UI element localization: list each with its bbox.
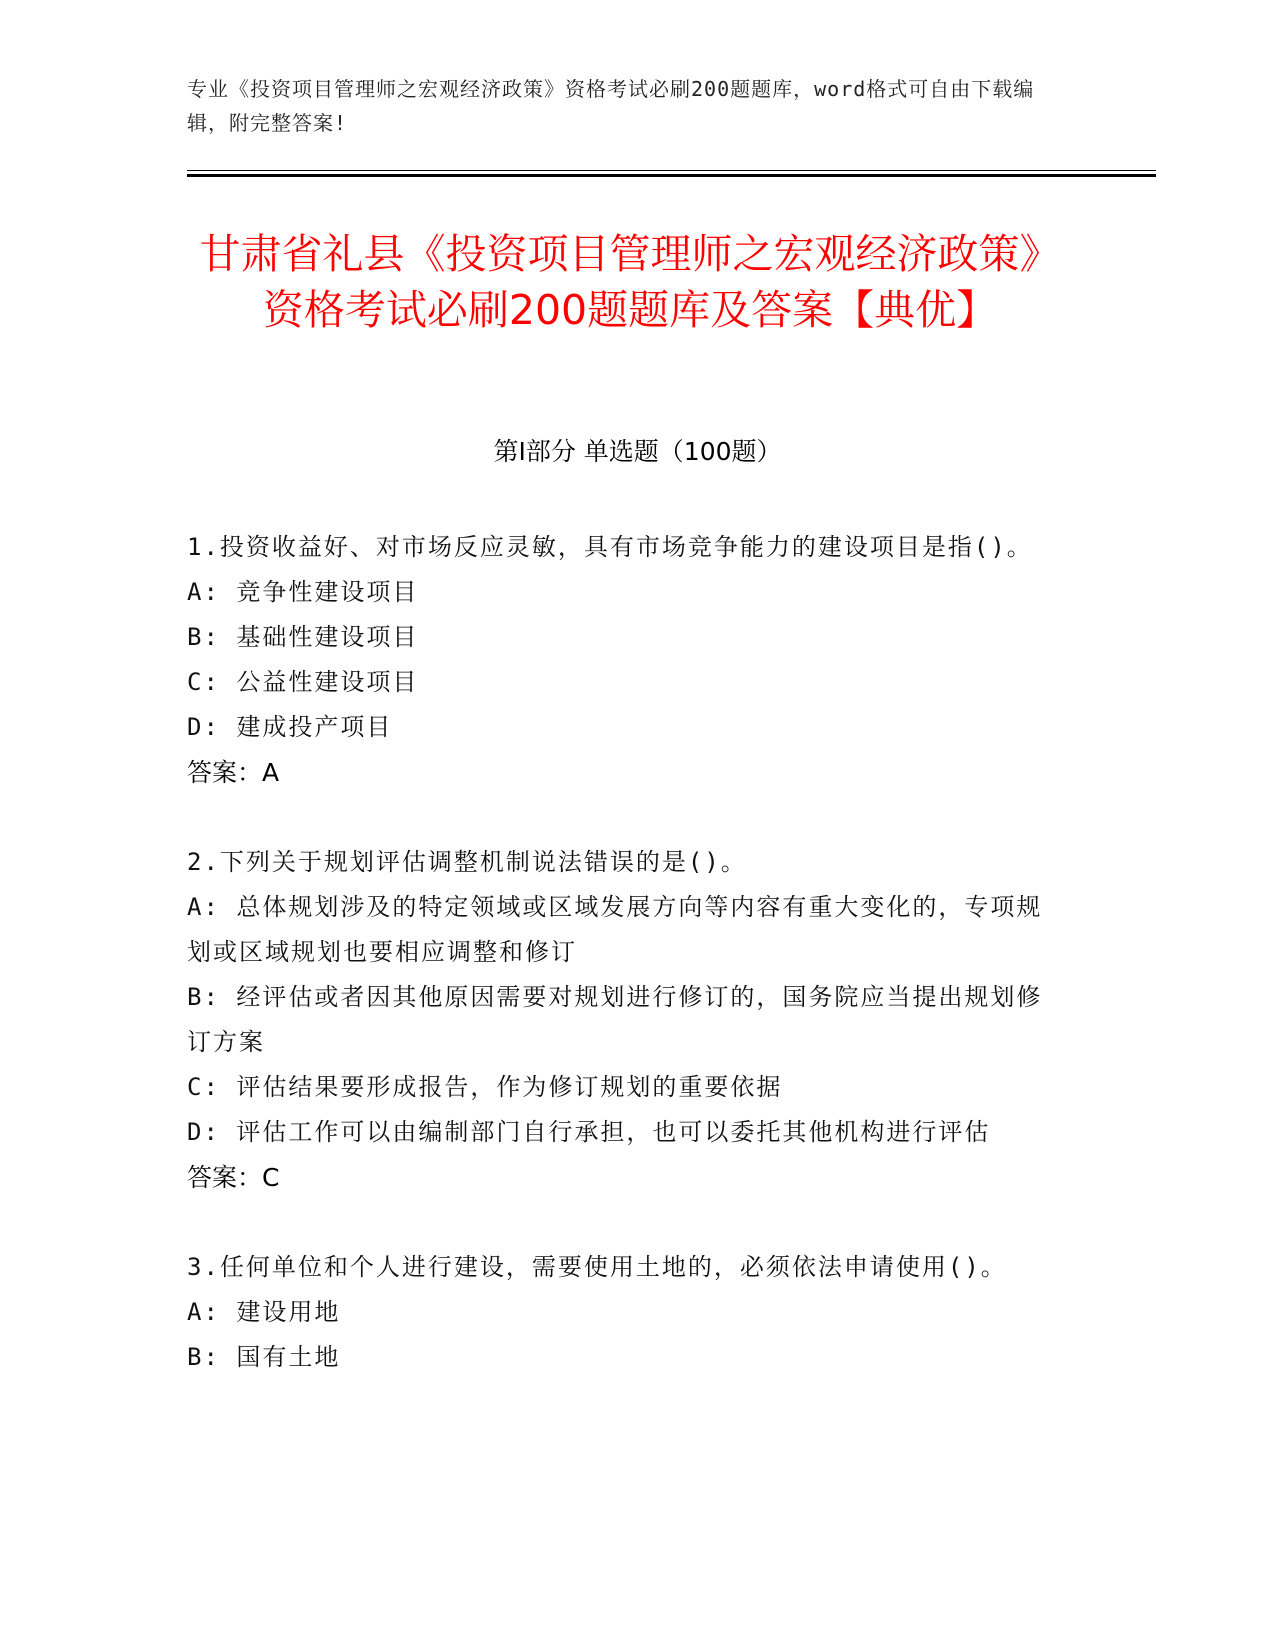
question-stem: 1.投资收益好、对市场反应灵敏，具有市场竞争能力的建设项目是指()。	[187, 533, 1033, 561]
section-heading: 第I部分 单选题（100题）	[493, 437, 782, 466]
question-3	[187, 1245, 1067, 1380]
question-1	[187, 525, 1067, 795]
option-c: C: 公益性建设项目	[187, 668, 419, 696]
option-b: B: 基础性建设项目	[187, 623, 419, 651]
header-rule-thick	[187, 174, 1156, 177]
question-2	[187, 840, 1067, 1200]
option-c: C: 评估结果要形成报告，作为修订规划的重要依据	[187, 1073, 783, 1101]
document-title: 甘肃省礼县《投资项目管理师之宏观经济政策》资格考试必刷200题题库及答案【典优】	[199, 230, 1061, 334]
option-b: B: 国有土地	[187, 1343, 341, 1371]
answer-label: 答案：A	[187, 758, 280, 787]
question-stem: 3.任何单位和个人进行建设，需要使用土地的，必须依法申请使用()。	[187, 1253, 1007, 1281]
answer-label: 答案：C	[187, 1163, 280, 1192]
header-note: 专业《投资项目管理师之宏观经济政策》资格考试必刷200题题库，word格式可自由下载编辑，附完整答案!	[187, 77, 1035, 135]
question-stem: 2.下列关于规划评估调整机制说法错误的是()。	[187, 848, 747, 876]
option-a: A: 总体规划涉及的特定领域或区域发展方向等内容有重大变化的，专项规划或区域规划也要相应调整和修订	[187, 893, 1043, 966]
header-rule-thin	[187, 170, 1156, 171]
option-d: D: 评估工作可以由编制部门自行承担，也可以委托其他机构进行评估	[187, 1118, 991, 1146]
option-d: D: 建成投产项目	[187, 713, 393, 741]
option-a: A: 竞争性建设项目	[187, 578, 419, 606]
option-b: B: 经评估或者因其他原因需要对规划进行修订的，国务院应当提出规划修订方案	[187, 983, 1043, 1056]
option-a: A: 建设用地	[187, 1298, 341, 1326]
question-list	[187, 525, 1067, 1425]
